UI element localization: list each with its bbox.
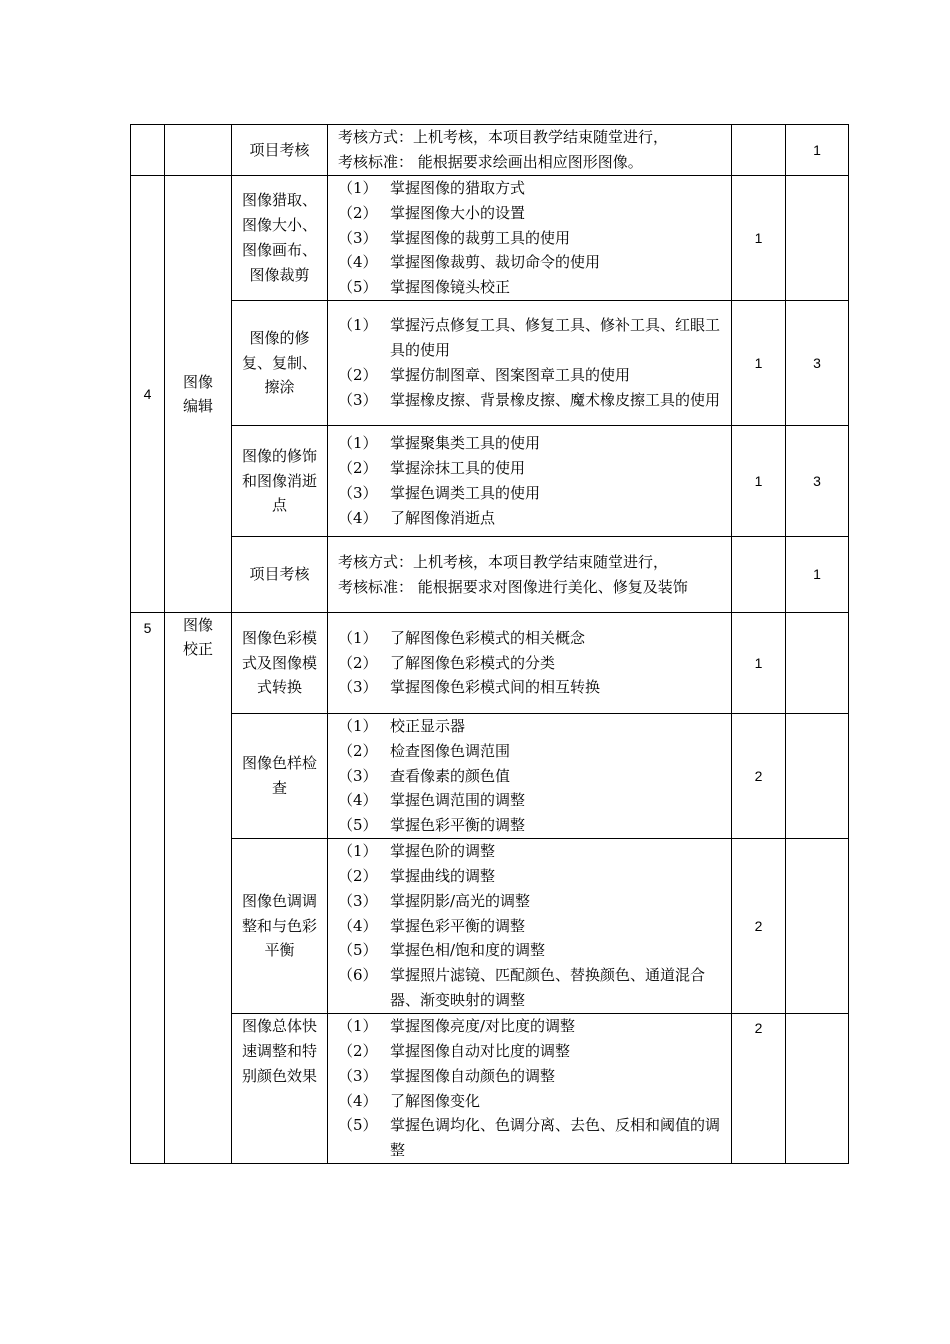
list-item: （5） 掌握色彩平衡的调整 [338, 816, 526, 835]
list-item: （1） 掌握聚集类工具的使用 [338, 434, 541, 453]
table-row [131, 426, 849, 537]
list-item: （1） 了解图像色彩模式的相关概念 [338, 628, 586, 647]
list-item: （2） 检查图像色调范围 [338, 741, 511, 760]
table-row [131, 176, 849, 301]
hours1-cell [732, 537, 786, 613]
content-list [328, 613, 732, 714]
list-item: （1） 校正显示器 [338, 717, 466, 735]
hours1-cell: 1 [732, 613, 786, 714]
list-item: （5） 掌握图像镜头校正 [338, 278, 511, 297]
topic-cell: 图像色调调整和与色彩平衡 [232, 839, 328, 1014]
content-list [328, 426, 732, 537]
syllabus-table [130, 124, 849, 1164]
unit-number-cell: 4 [131, 176, 165, 613]
list-item: （2） 掌握图像大小的设置 [338, 203, 526, 222]
list-item: （1） 掌握图像的猎取方式 [338, 179, 526, 197]
content-list [328, 714, 732, 839]
topic-cell: 项目考核 [232, 125, 328, 176]
hours2-cell: 3 [786, 301, 849, 426]
list-item: （1） 掌握污点修复工具、修复工具、修补工具、红眼工具的使用 [338, 316, 721, 360]
hours1-cell: 1 [732, 301, 786, 426]
unit-name-cell: 图像 编辑 [165, 176, 232, 613]
list-item: （3） 掌握图像的裁剪工具的使用 [338, 228, 571, 247]
list-item: （5） 掌握色调均化、色调分离、去色、反相和阈值的调整 [338, 1116, 721, 1160]
topic-cell: 图像总体快速调整和特别颜色效果 [232, 1014, 328, 1164]
list-item: （2） 掌握图像自动对比度的调整 [338, 1041, 571, 1060]
list-item: （1） 掌握图像亮度/对比度的调整 [338, 1017, 576, 1036]
table-row [131, 125, 849, 176]
hours2-cell [786, 613, 849, 714]
table-row [131, 537, 849, 613]
list-item: （6） 掌握照片滤镜、匹配颜色、替换颜色、通道混合器、渐变映射的调整 [338, 966, 706, 1009]
list-item: （2） 掌握曲线的调整 [338, 867, 496, 885]
list-item: （3） 掌握图像色彩模式间的相互转换 [338, 678, 601, 697]
hours2-cell [786, 714, 849, 839]
topic-cell: 图像的修复、复制、擦涂 [232, 301, 328, 426]
list-item: （4） 了解图像消逝点 [338, 508, 496, 527]
content-line: 考核标准： 能根据要求对图像进行美化、修复及装饰 [338, 577, 688, 596]
unit-name-cell [165, 125, 232, 176]
list-item: （4） 了解图像变化 [338, 1091, 481, 1110]
list-item: （3） 掌握橡皮擦、背景橡皮擦、魔术橡皮擦工具的使用 [338, 390, 721, 409]
hours2-cell: 3 [786, 426, 849, 537]
hours2-cell [786, 176, 849, 301]
list-item: （3） 掌握色调类工具的使用 [338, 484, 541, 502]
list-item: （3） 掌握图像自动颜色的调整 [338, 1066, 556, 1085]
list-item: （4） 掌握色调范围的调整 [338, 791, 526, 810]
unit-name-cell: 图像 校正 [165, 613, 232, 1164]
table-row [131, 839, 849, 1014]
list-item: （2） 掌握仿制图章、图案图章工具的使用 [338, 366, 631, 384]
hours1-cell: 1 [732, 426, 786, 537]
list-item: （4） 掌握图像裁剪、裁切命令的使用 [338, 253, 601, 272]
table-row [131, 1014, 849, 1164]
hours1-cell: 2 [732, 839, 786, 1014]
topic-cell: 图像色彩模式及图像模式转换 [232, 613, 328, 714]
topic-cell: 项目考核 [232, 537, 328, 613]
content-list [328, 301, 732, 426]
unit-number-cell: 5 [131, 613, 165, 1164]
content-list [328, 176, 732, 301]
list-item: （4） 掌握色彩平衡的调整 [338, 916, 526, 935]
list-item: （2） 了解图像色彩模式的分类 [338, 653, 556, 672]
content-list [328, 839, 732, 1014]
content-line: 考核方式：上机考核，本项目教学结束随堂进行， [338, 128, 669, 147]
hours2-cell: 1 [786, 537, 849, 613]
table-row [131, 714, 849, 839]
topic-cell: 图像猎取、图像大小、图像画布、图像裁剪 [232, 176, 328, 301]
content-list [328, 1014, 732, 1164]
topic-cell: 图像的修饰和图像消逝点 [232, 426, 328, 537]
list-item: （5） 掌握色相/饱和度的调整 [338, 941, 546, 960]
hours1-cell: 2 [732, 714, 786, 839]
unit-number-cell [131, 125, 165, 176]
table-row [131, 301, 849, 426]
assessment-content [328, 537, 732, 613]
content-line: 考核方式：上机考核，本项目教学结束随堂进行， [338, 552, 669, 571]
hours1-cell [732, 125, 786, 176]
hours2-cell [786, 1014, 849, 1164]
hours2-cell: 1 [786, 125, 849, 176]
content-line: 考核标准： 能根据要求绘画出相应图形图像。 [338, 153, 643, 171]
hours1-cell: 1 [732, 176, 786, 301]
list-item: （3） 掌握阴影/高光的调整 [338, 891, 531, 910]
hours2-cell [786, 839, 849, 1014]
list-item: （2） 掌握涂抹工具的使用 [338, 459, 526, 478]
hours1-cell: 2 [732, 1014, 786, 1164]
list-item: （3） 查看像素的颜色值 [338, 766, 511, 785]
table-row [131, 613, 849, 714]
list-item: （1） 掌握色阶的调整 [338, 842, 496, 861]
topic-cell: 图像色样检查 [232, 714, 328, 839]
assessment-content [328, 125, 732, 176]
